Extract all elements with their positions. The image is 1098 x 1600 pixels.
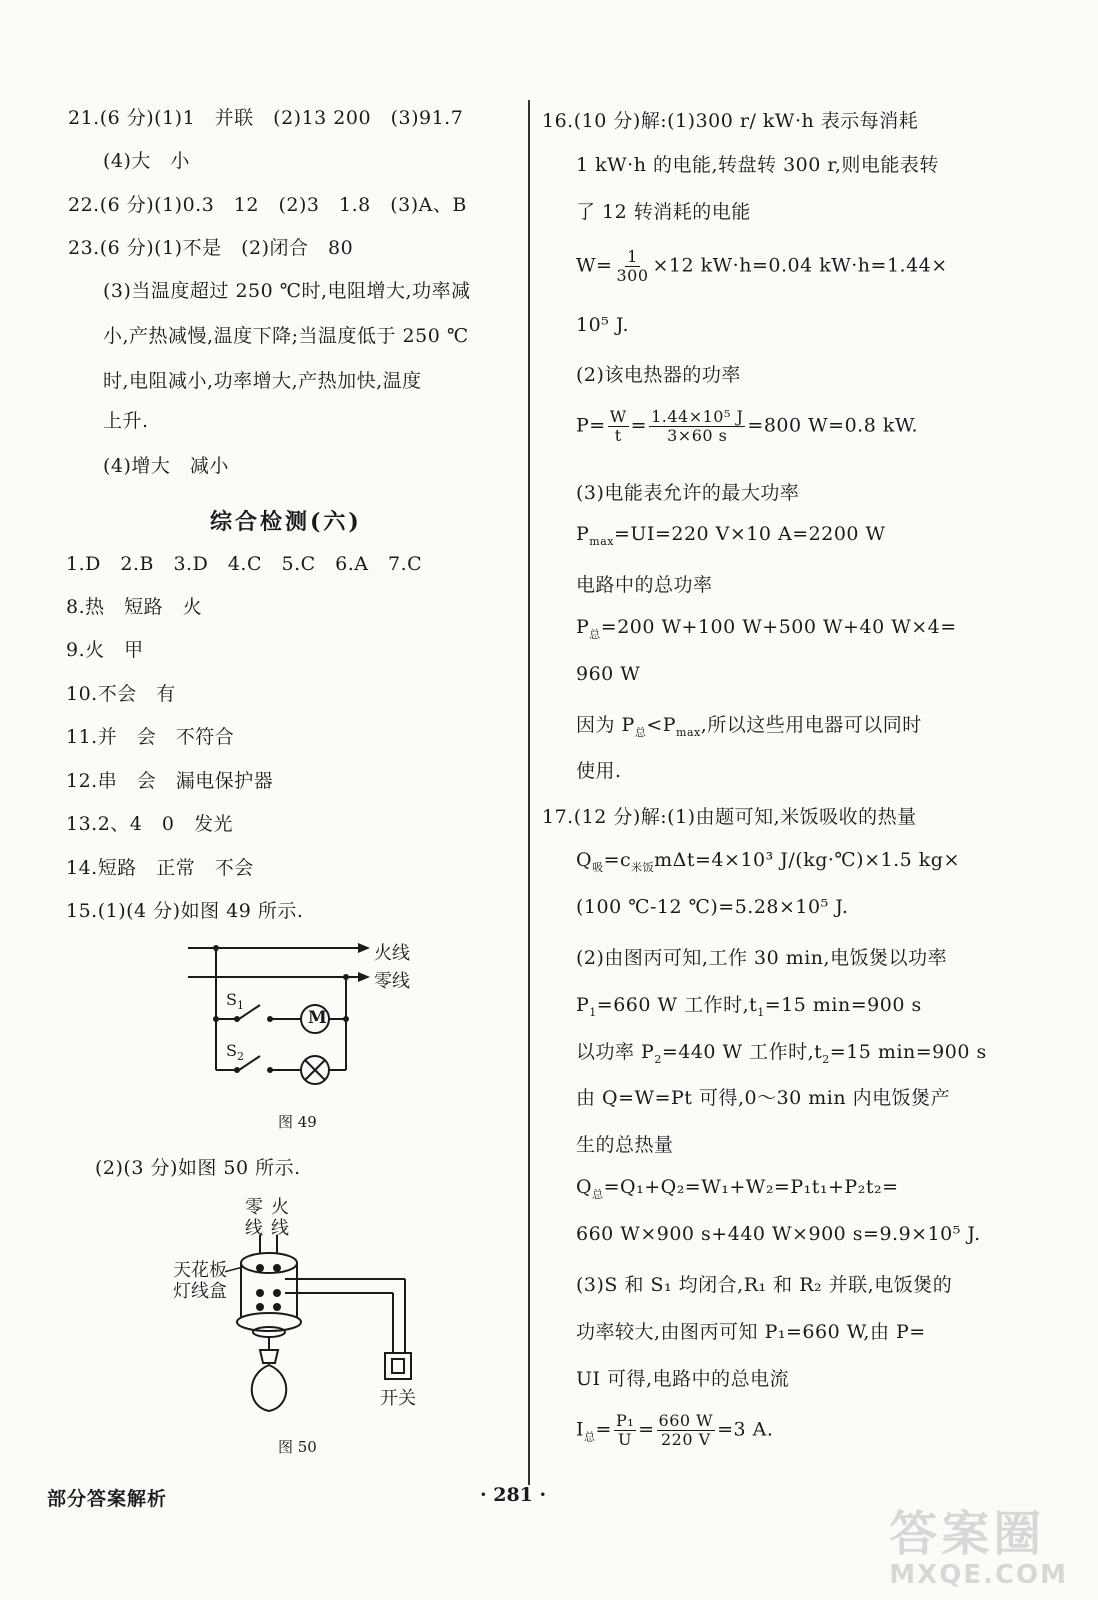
answer-16-line2: 1 kW·h 的电能,转盘转 300 r,则电能表转 <box>576 154 939 176</box>
section-title: 综合检测(六) <box>210 509 362 535</box>
answer-16-ptotal: $P_总=200$ W+100 W+500 W+40 W×4= <box>576 616 957 641</box>
fire-label-top: 火 <box>271 1197 289 1218</box>
answer-16-pmax: $P_{max}=UI=220$ V×10 A=2200 W <box>576 523 886 548</box>
answer-11: 11.并 会 不符合 <box>66 726 235 748</box>
answer-23: 23.(6 分)(1)不是 (2)闭合 80 <box>68 237 354 259</box>
answer-22: 22.(6 分)(1)0.3 12 (2)3 1.8 (3)A、B <box>68 194 467 216</box>
answer-16-line1: 16.(10 分)解:(1)300 r/ kW·h 表示每消耗 <box>542 110 919 132</box>
answer-17-line8: 生的总热量 <box>576 1134 674 1156</box>
page-number: · 281 · <box>480 1484 547 1506</box>
answer-16-formula-w: W= $\frac{1}{300}$ ×12 kW·h=0.04 kW·h=1.44× <box>576 247 948 285</box>
answer-23-part4: (4)增大 减小 <box>103 455 229 477</box>
answer-17-line12: 功率较大,由图丙可知 P₁=660 W,由 P= <box>576 1321 926 1343</box>
answer-17-current: $I_总=$ $\frac{\text{P₁}}{U}$ = $\frac{660 W}{220 V}$ =3 A. <box>576 1411 774 1449</box>
answer-17-line11: (3)S 和 S₁ 均闭合,R₁ 和 R₂ 并联,电饭煲的 <box>576 1274 953 1296</box>
ceiling-box-label-1: 天花板 <box>173 1260 227 1281</box>
answer-17-qabsorb: $Q_吸=c_{米饭}m\Delta t=4\times 10^3$ J/(kg·℃)×1.5 kg× <box>576 849 960 874</box>
answer-8: 8.热 短路 火 <box>66 596 203 618</box>
answer-16-line14: 使用. <box>576 760 622 782</box>
answer-17-line4: (2)由图丙可知,工作 30 min,电饭煲以功率 <box>576 947 948 969</box>
answer-15-part2: (2)(3 分)如图 50 所示. <box>95 1157 301 1179</box>
zero-label-bottom: 线 <box>245 1218 263 1239</box>
answer-23-part3-line1: (3)当温度超过 250 ℃时,电阻增大,功率减 <box>103 280 471 302</box>
answer-16-line10: 电路中的总功率 <box>576 574 713 596</box>
footer-section-label: 部分答案解析 <box>47 1488 168 1510</box>
neutral-wire-label: 零线 <box>374 971 410 992</box>
answer-17-line3: (100 ℃-12 ℃)=5.28×10⁵ J. <box>576 896 849 918</box>
answer-1-7: 1.D 2.B 3.D 4.C 5.C 6.A 7.C <box>66 553 423 575</box>
watermark-logo <box>889 1495 1068 1590</box>
answer-12: 12.串 会 漏电保护器 <box>66 770 274 792</box>
answer-17-line7: 由 Q=W=Pt 可得,0～30 min 内电饭煲产 <box>576 1087 951 1109</box>
fire-label-bottom: 线 <box>271 1218 289 1239</box>
answer-17-line1: 17.(12 分)解:(1)由题可知,米饭吸收的热量 <box>542 806 917 828</box>
answer-17-qtotal: $Q_总=Q_1+Q_2=W_1+W_2=P_1t_1+P_2t_2=$ <box>576 1176 899 1201</box>
answer-21: 21.(6 分)(1)1 并联 (2)13 200 (3)91.7 <box>68 107 464 129</box>
column-divider <box>528 100 530 1485</box>
answer-17-p1: $P_1=660$ W 工作时$,t_1=15$ min=900 s <box>576 994 922 1019</box>
answer-16-formula-p: P= $\frac{W}{t}$ = $\frac{\text{1.44×10⁵ J}}{3\times 60 s}$ =800 W=0.8 kW. <box>576 407 919 445</box>
answer-16-line12: 960 W <box>576 663 641 685</box>
motor-label: M <box>308 1008 327 1028</box>
zero-label-top: 零 <box>245 1197 263 1218</box>
answer-14: 14.短路 正常 不会 <box>66 857 254 879</box>
watermark-url: MXQE.COM <box>889 1560 1068 1590</box>
figure-49-caption: 图 49 <box>278 1113 317 1131</box>
watermark-text: 答案圈 <box>889 1506 1046 1562</box>
answer-16-line6: (2)该电热器的功率 <box>576 364 741 386</box>
answer-21-part4: (4)大 小 <box>103 150 190 172</box>
answer-23-part3-line2: 小,产热减慢,温度下降;当温度低于 250 ℃ <box>103 325 469 347</box>
switch-s2-label: $S_2$ <box>226 1041 244 1064</box>
answer-23-part3-line3: 时,电阻减小,功率增大,产热加快,温度 <box>103 370 422 392</box>
switch-label: 开关 <box>380 1388 416 1409</box>
answer-17-line10: 660 W×900 s+440 W×900 s=9.9×10⁵ J. <box>576 1223 981 1245</box>
answer-17-p2: 以功率 $P_2=440$ W 工作时$,t_2=15$ min=900 s <box>576 1041 987 1066</box>
answer-16-line5: 10⁵ J. <box>576 314 630 336</box>
live-wire-label: 火线 <box>374 943 410 964</box>
answer-10: 10.不会 有 <box>66 683 176 705</box>
answer-23-part3-line4: 上升. <box>103 410 149 432</box>
figure-50-caption: 图 50 <box>278 1438 317 1456</box>
answer-15-part1: 15.(1)(4 分)如图 49 所示. <box>66 900 304 922</box>
answer-16-line8: (3)电能表允许的最大功率 <box>576 482 800 504</box>
answer-13: 13.2、4 0 发光 <box>66 813 233 835</box>
answer-16-compare: 因为 $P_总<P_{max}$,所以这些用电器可以同时 <box>576 714 922 739</box>
answer-17-line13: UI 可得,电路中的总电流 <box>576 1368 790 1390</box>
answer-9: 9.火 甲 <box>66 639 144 661</box>
answer-16-line3: 了 12 转消耗的电能 <box>576 201 751 223</box>
switch-s1-label: $S_1$ <box>226 990 244 1013</box>
ceiling-box-label-2: 灯线盒 <box>173 1281 227 1302</box>
